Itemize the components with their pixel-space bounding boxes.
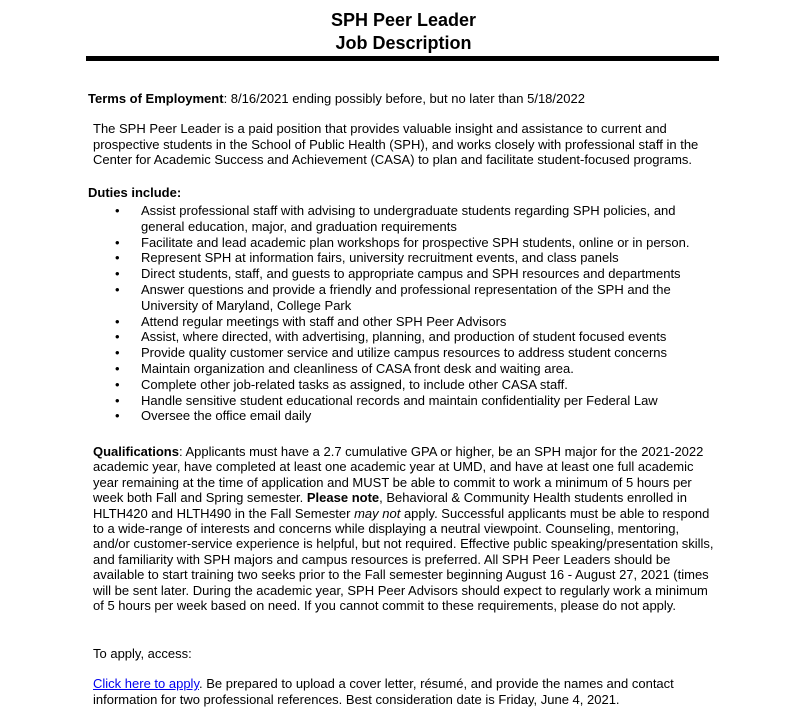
bullet-icon: • (115, 266, 120, 282)
bullet-icon: • (115, 360, 120, 376)
bullet-icon: • (115, 250, 120, 266)
duty-item (113, 314, 713, 330)
duty-item (113, 266, 713, 282)
duties-heading: Duties include: (88, 185, 182, 200)
qualifications-text: apply. Successful applicants must be able to respond to a wide-range of interests and concerns while displaying a neutral viewpoint. Counseling, mentoring, and/or customer-service experience is helpful, but not required. Effective public speaking/presentation skills, and familiarity with SPH majors and campus resources is preferred. All SPH Peer Leaders should be available to start training two seeks prior to the Fall semester beginning August 16 - August 27, 2021 (times will be sent later. During the academic year, SPH Peer Advisors should expect to regularly work a minimum of 5 hours per week based on need. If you cannot commit to these requirements, please do not apply. (93, 505, 714, 614)
qualifications-paragraph (93, 444, 715, 613)
duty-item (113, 329, 713, 345)
apply-instructions (93, 676, 713, 707)
duty-item (113, 235, 713, 251)
duty-text: Answer questions and provide a friendly and professional representation of the SPH and the University of Maryland, College Park (141, 281, 671, 313)
title-rule (86, 56, 719, 61)
terms-of-employment (88, 91, 728, 107)
bullet-icon: • (115, 376, 120, 392)
duty-text: Handle sensitive student educational records and maintain confidentiality per Federal Law (141, 392, 658, 408)
duty-text: Attend regular meetings with staff and other SPH Peer Advisors (141, 313, 507, 329)
apply-intro: To apply, access: (93, 646, 192, 661)
duty-text: Assist professional staff with advising to undergraduate students regarding SPH policies, and general education, major, and graduation requirements (141, 203, 676, 234)
bullet-icon: • (115, 234, 120, 250)
terms-label: Terms of Employment (88, 91, 224, 106)
duty-text: Maintain organization and cleanliness of CASA front desk and waiting area. (141, 360, 574, 376)
please-note-label: Please note (306, 490, 380, 506)
duty-text: Represent SPH at information fairs, university recruitment events, and class panels (141, 250, 619, 266)
bullet-icon: • (115, 203, 120, 218)
document-title: SPH Peer Leader (330, 10, 477, 30)
duty-text: Assist, where directed, with advertising, planning, and production of student focused events (141, 329, 667, 345)
bullet-icon: • (115, 313, 120, 329)
duty-item (113, 377, 713, 393)
document-subtitle: Job Description (335, 33, 472, 53)
duty-text: Direct students, staff, and guests to appropriate campus and SPH resources and departments (141, 266, 681, 282)
bullet-icon: • (115, 329, 120, 345)
duty-item (113, 408, 713, 424)
duty-text: Provide quality customer service and utilize campus resources to address student concerns (141, 345, 668, 361)
intro-paragraph: The SPH Peer Leader is a paid position that provides valuable insight and assistance to current and prospective students in the School of Public Health (SPH), and works closely with professional staff in the Center for Academic Success and Achievement (CASA) to plan and facilitate student-focused programs. (93, 121, 699, 167)
duty-item (113, 393, 713, 409)
bullet-icon: • (115, 281, 120, 297)
duty-item (113, 203, 713, 235)
bullet-icon: • (115, 345, 120, 361)
duty-text: Complete other job-related tasks as assigned, to include other CASA staff. (141, 376, 568, 392)
duty-item (113, 361, 713, 377)
duty-text: Facilitate and lead academic plan workshops for prospective SPH students, online or in person. (141, 234, 690, 250)
duties-list (113, 203, 713, 424)
duty-text: Oversee the office email daily (141, 408, 312, 424)
may-not-emphasis: may not (354, 505, 401, 521)
qualifications-label: Qualifications (93, 444, 179, 459)
bullet-icon: • (115, 408, 120, 424)
duty-item (113, 282, 713, 314)
apply-text: . Be prepared to upload a cover letter, résumé, and provide the names and contact information for two professional references. Best consideration date is Friday, June 4, 2021. (93, 676, 674, 707)
qualifications-text: , Behavioral & Community Health students enrolled in HLTH420 and HLTH490 in the Fall Semester (93, 490, 687, 521)
duty-item (113, 250, 713, 266)
apply-link[interactable]: Click here to apply (93, 676, 199, 691)
terms-text: : 8/16/2021 ending possibly before, but no later than 5/18/2022 (223, 91, 585, 106)
duty-item (113, 345, 713, 361)
bullet-icon: • (115, 392, 120, 408)
qualifications-text: : Applicants must have a 2.7 cumulative GPA or higher, be an SPH major for the 2021-2022 academic year, have completed at least one academic year at UMD, and have at least one full academic year remaining at the time of application and MUST be able to commit to work a minimum of 5 hours per week both Fall and Spring semester. (93, 444, 704, 506)
